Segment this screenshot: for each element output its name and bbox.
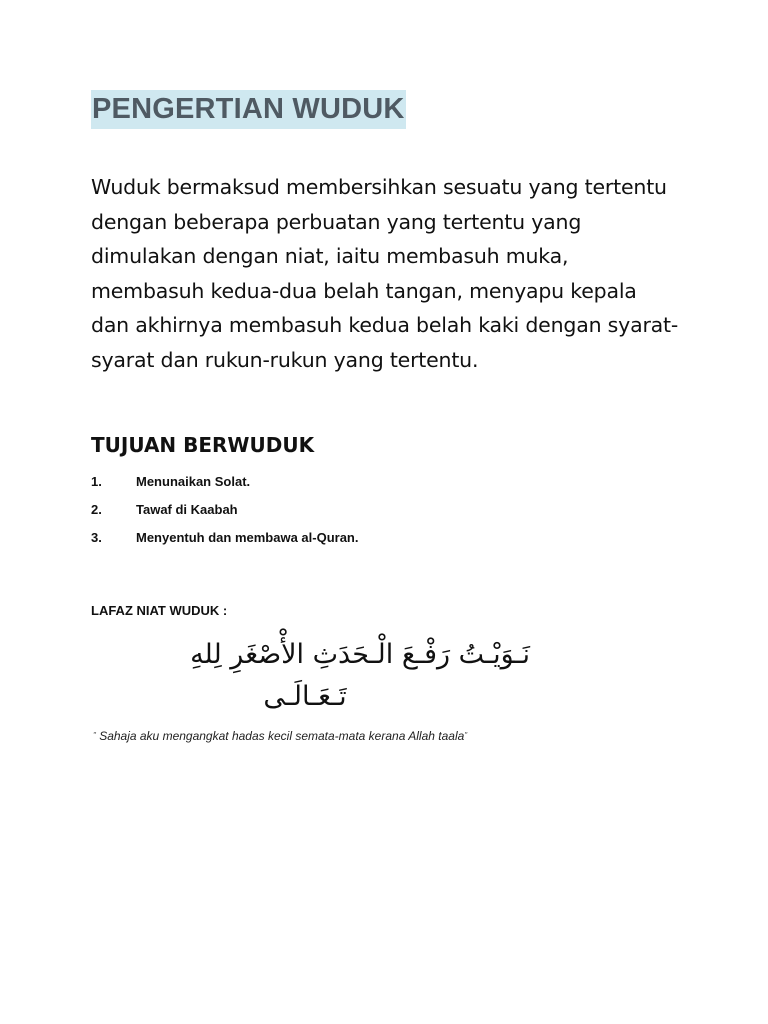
arabic-line: تَـعَـالَـى (263, 681, 347, 712)
purpose-text: Menunaikan Solat. (136, 474, 251, 489)
definition-line: dan akhirnya membasuh kedua belah kaki dengan syarat- (91, 313, 679, 337)
definition-line: dengan beberapa perbuatan yang tertentu yang (91, 209, 582, 234)
purpose-item (91, 500, 359, 528)
arabic-niat-text (80, 632, 530, 716)
lafaz-label: LAFAZ NIAT WUDUK : (91, 603, 228, 618)
purpose-list (91, 472, 359, 556)
purpose-text: Tawaf di Kaabah (136, 502, 238, 517)
meaning-text: Sahaja aku mengangkat hadas kecil semata-mata kerana Allah taala (99, 729, 465, 743)
definition-line: dimulakan dengan niat, iaitu membasuh muka, (91, 244, 569, 268)
close-quote: " (464, 731, 468, 740)
purpose-item (91, 472, 359, 500)
purpose-text: Menyentuh dan membawa al-Quran. (136, 530, 359, 545)
definition-line: membasuh kedua-dua belah tangan, menyapu kepala (91, 278, 637, 303)
definition-line: syarat dan rukun-rukun yang tertentu. (91, 347, 479, 372)
page-title: PENGERTIAN WUDUK (91, 90, 406, 129)
purpose-heading: TUJUAN BERWUDUK (91, 433, 315, 457)
purpose-number: 3. (91, 530, 102, 545)
purpose-number: 1. (91, 474, 102, 489)
purpose-number: 2. (91, 502, 102, 517)
open-quote: " (93, 731, 96, 740)
niat-meaning (93, 727, 467, 745)
arabic-line: نَـوَيْـتُ رَفْـعَ الْـحَدَثِ الأْصْغَرِ لِلهِ (190, 639, 530, 670)
definition-paragraph (91, 170, 691, 377)
purpose-item (91, 528, 359, 556)
definition-line: Wuduk bermaksud membersihkan sesuatu yang tertentu (91, 175, 667, 199)
